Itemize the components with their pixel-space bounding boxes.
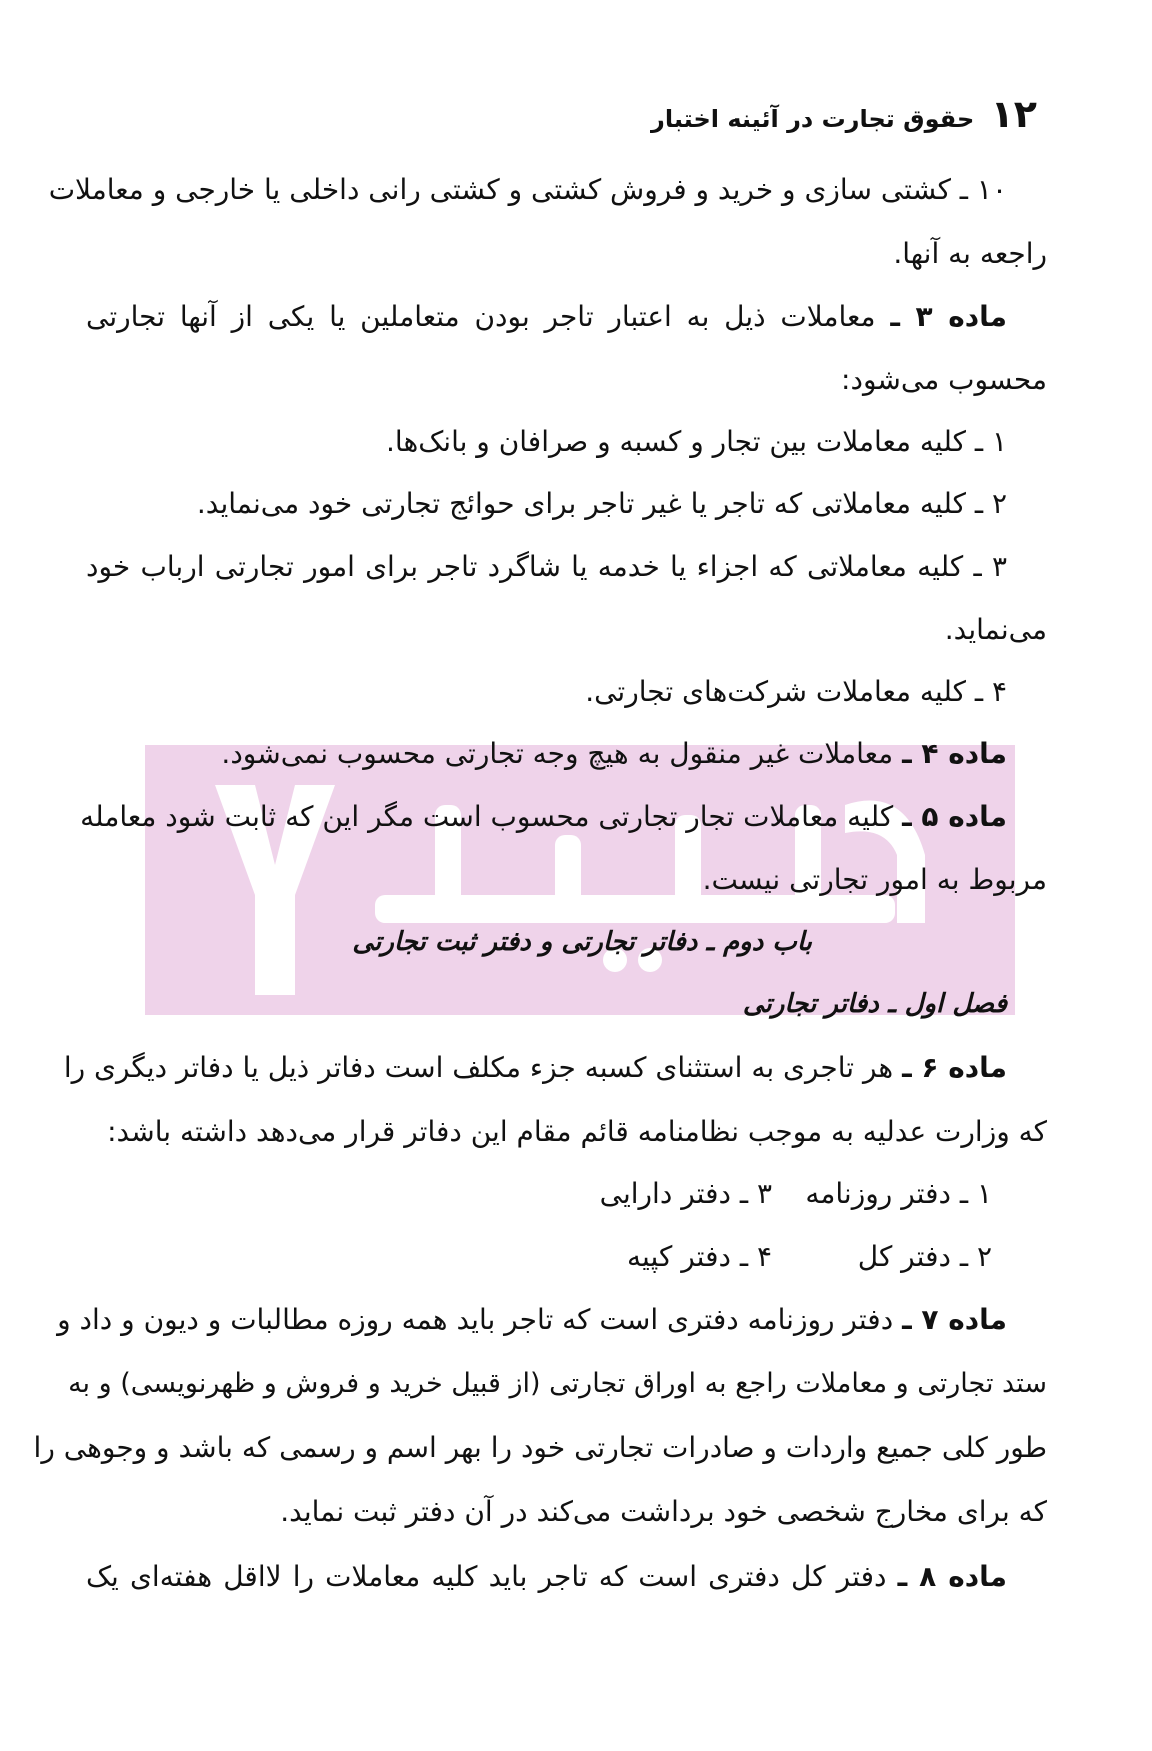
list-item: ۳ ـ دفتر دارایی [599, 1177, 772, 1210]
text-line: می‌نماید. [944, 613, 1047, 646]
running-title: حقوق تجارت در آئینه اختبار [651, 105, 975, 133]
text-line: طور کلی جمیع واردات و صادرات تجارتی خود را بهر اسم و رسمی که باشد و وجوهی را [33, 1431, 1047, 1464]
list-line: ۲ ـ کلیه معاملاتی که تاجر یا غیر تاجر برای حوائج تجارتی خود می‌نماید. [196, 487, 1007, 520]
text-line: راجعه به آنها. [893, 237, 1047, 270]
article-text: دفتر روزنامه دفتری است که تاجر باید همه روزه مطالبات و دیون و داد و [57, 1303, 894, 1336]
page-number: ۱۲ [990, 92, 1037, 136]
article-text: معاملات ذیل به اعتبار تاجر بودن متعاملین یا یکی از آنها تجارتی [86, 300, 876, 333]
article-label: ماده ۵ ـ [902, 800, 1007, 833]
article-3 [86, 285, 1007, 349]
list-item: ۲ ـ دفتر کل [857, 1240, 992, 1273]
article-8 [86, 1545, 1007, 1609]
text-line: محسوب می‌شود: [841, 363, 1047, 396]
article-5 [80, 785, 1007, 849]
article-label: ماده ۶ ـ [902, 1051, 1007, 1084]
list-line: ۴ ـ کلیه معاملات شرکت‌های تجارتی. [585, 675, 1007, 708]
article-7 [57, 1288, 1007, 1352]
text-line: ۱۰ ـ کشتی سازی و خرید و فروش کشتی و کشتی رانی داخلی یا خارجی و معاملات [48, 173, 1007, 206]
list-item: ۱ ـ دفتر روزنامه [805, 1177, 992, 1210]
article-label: ماده ۳ ـ [890, 300, 1007, 333]
chapter-heading: باب دوم ـ دفاتر تجارتی و دفتر ثبت تجارتی [352, 927, 812, 957]
article-label: ماده ۷ ـ [902, 1303, 1007, 1336]
text-line: که وزارت عدلیه به موجب نظامنامه قائم مقام این دفاتر قرار می‌دهد داشته باشد: [107, 1115, 1047, 1148]
running-header [651, 92, 1037, 136]
article-4 [86, 722, 1007, 786]
section-heading: فصل اول ـ دفاتر تجارتی [742, 989, 1007, 1019]
list-line: ۱ ـ کلیه معاملات بین تجار و کسبه و صرافان و بانک‌ها. [386, 425, 1007, 458]
article-text: کلیه معاملات تجار تجارتی محسوب است مگر این که ثابت شود معامله [80, 800, 894, 833]
article-label: ماده ۴ ـ [902, 737, 1007, 770]
article-label: ماده ۸ ـ [897, 1560, 1008, 1593]
article-text: هر تاجری به استثنای کسبه جزء مکلف است دفاتر ذیل یا دفاتر دیگری را [63, 1051, 894, 1084]
text-line: ستد تجارتی و معاملات راجع به اوراق تجارتی (از قبیل خرید و فروش و ظهرنویسی) و به [68, 1368, 1047, 1399]
article-text: دفتر کل دفتری است که تاجر باید کلیه معاملات را لااقل هفته‌ای یک [86, 1560, 887, 1593]
text-line: مربوط به امور تجارتی نیست. [702, 863, 1047, 896]
text-line: که برای مخارج شخصی خود برداشت می‌کند در آن دفتر ثبت نماید. [280, 1495, 1047, 1528]
article-text: معاملات غیر منقول به هیچ وجه تجارتی محسوب نمی‌شود. [221, 737, 894, 770]
article-6 [63, 1036, 1007, 1100]
list-line: ۳ ـ کلیه معاملاتی که اجزاء یا خدمه یا شاگرد تاجر برای امور تجارتی ارباب خود [86, 550, 1007, 583]
list-item: ۴ ـ دفتر کپیه [627, 1240, 772, 1273]
